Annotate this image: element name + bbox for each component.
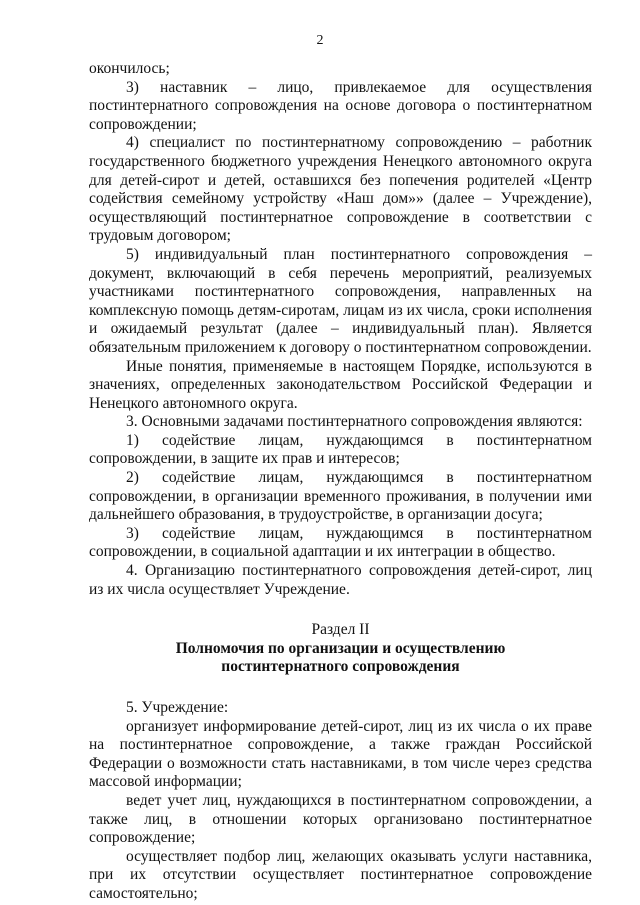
paragraph: 3. Основными задачами постинтернатного сопровождения являются: — [126, 413, 583, 431]
section-heading-line-2: постинтернатного сопровождения — [221, 658, 460, 676]
paragraph: 3) содействие лицам, нуждающимся в постинтернатном сопровождении, в социальной адаптации и их интеграции в общество. — [89, 524, 592, 561]
paragraph: 5. Учреждение: — [126, 699, 229, 716]
paragraph: ведет учет лиц, нуждающихся в постинтернатном сопровождении, а также лиц, в отношении которых организовано постинтернатное сопровождение; — [89, 791, 592, 847]
spacer — [89, 677, 592, 699]
paragraph: Иные понятия, применяемые в настоящем Порядке, используются в значениях, определенных законодательством Российской Федерации и Ненецкого автономного округа. — [89, 357, 592, 412]
paragraph: окончилось; — [89, 60, 170, 77]
paragraph: осуществляет подбор лиц, желающих оказывать услуги наставника, при их отсутствии осуществляет постинтернатное сопровождение самостоятельно; — [89, 847, 592, 902]
paragraph: организует информирование детей-сирот, лиц из их числа о их праве на постинтернатное сопровождение, а также граждан Российской Федерации о возможности стать наставниками, в том числе через средства массовой информации; — [89, 717, 592, 791]
paragraph: 2) содействие лицам, нуждающимся в постинтернатном сопровождении, в организации временного проживания, в получении ими дальнейшего образования, в трудоустройстве, в организации досуга; — [89, 469, 592, 524]
paragraph: 4) специалист по постинтернатному сопровождению – работник государственного бюджетного учреждения Ненецкого автономного округа для детей-сирот и детей, оставшихся без попечения родителей «Центр содействия семейному устройству «Наш дом»» (далее – Учреждение), осуществляющий постинтернатное сопровождение в соответствии с трудовым договором; — [89, 134, 592, 245]
paragraph: 5) индивидуальный план постинтернатного сопровождения – документ, включающий в себя перечень мероприятий, реализуемых участниками постинтернатного сопровождения, направленных на комплексную помощь детям-сиротам, лицам из их числа, сроки исполнения и ожидаемый результат (далее – индивидуальный план). Является обязательным приложением к договору о постинтернатном сопровождении. — [89, 245, 592, 356]
document-body — [89, 60, 592, 904]
section-heading-line-1: Полномочия по организации и осуществлению — [175, 639, 506, 657]
paragraph: 4. Организацию постинтернатного сопровождения детей-сирот, лиц из их числа осуществляет Учреждение. — [89, 562, 592, 598]
paragraph: 1) содействие лицам, нуждающимся в постинтернатном сопровождении, в защите их прав и интересов; — [89, 431, 592, 468]
section-label: Раздел II — [311, 621, 370, 639]
page-number: 2 — [316, 33, 324, 48]
paragraph: 3) наставник – лицо, привлекаемое для осуществления постинтернатного сопровождения на основе договора о постинтернатном сопровождении; — [89, 78, 592, 133]
